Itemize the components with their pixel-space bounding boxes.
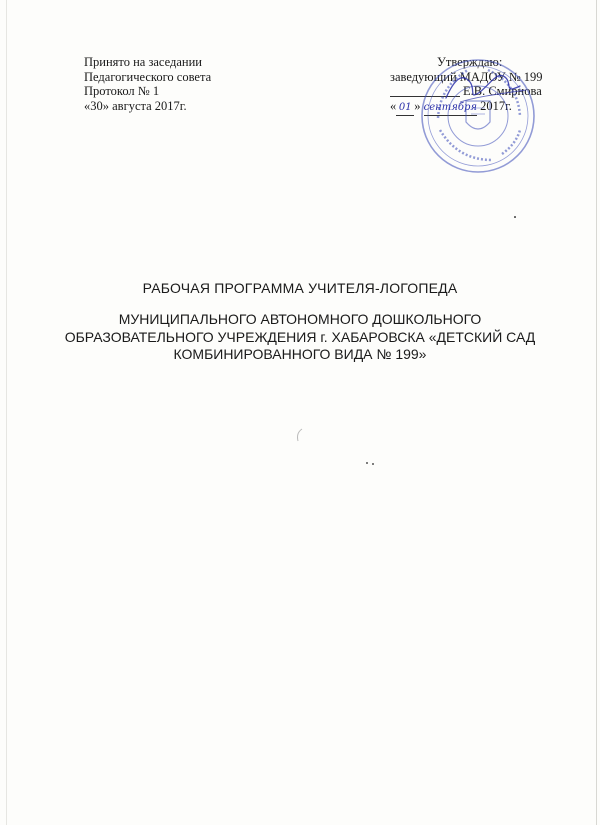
organization-name: [60, 311, 540, 364]
date-day: 01: [396, 101, 414, 117]
approval-left-line-3: Протокол № 1: [84, 84, 160, 98]
organization-name-line-3: КОМБИНИРОВАННОГО ВИДА № 199»: [173, 346, 427, 362]
approval-signer-line: [390, 84, 540, 99]
date-open-quote: «: [390, 98, 397, 113]
approval-left-line-2: Педагогического совета: [84, 69, 212, 84]
approval-left-line-4: «30» августа 2017г.: [84, 98, 187, 113]
approval-left-line-1: Принято на заседании: [84, 55, 202, 69]
page-edge-left: [6, 0, 7, 825]
scan-speck: [366, 462, 368, 464]
page-edge-right: [596, 0, 597, 825]
approval-block-right: [390, 55, 543, 116]
approval-block-left: [84, 55, 211, 113]
approval-date-line: [390, 99, 540, 117]
document-title: РАБОЧАЯ ПРОГРАММА УЧИТЕЛЯ-ЛОГОПЕДА: [142, 280, 458, 296]
date-close-quote: »: [414, 98, 421, 113]
scan-mark: [294, 428, 304, 442]
approval-signer: Е.В. Смирнова: [463, 84, 542, 98]
date-year: 2017г.: [480, 98, 512, 113]
approval-title: Утверждаю:: [437, 55, 503, 69]
scan-speck: [372, 463, 374, 465]
organization-name-line-2: ОБРАЗОВАТЕЛЬНОГО УЧРЕЖДЕНИЯ г. ХАБАРОВСКА «ДЕТСКИЙ САД: [64, 328, 536, 345]
date-month: сентября: [424, 101, 477, 117]
approval-position: заведующий МАДОУ № 199: [390, 69, 543, 84]
scan-speck: [514, 216, 516, 218]
organization-name-line-1: МУНИЦИПАЛЬНОГО АВТОНОМНОГО ДОШКОЛЬНОГО: [118, 311, 482, 327]
signature-blank-line: [390, 96, 460, 97]
